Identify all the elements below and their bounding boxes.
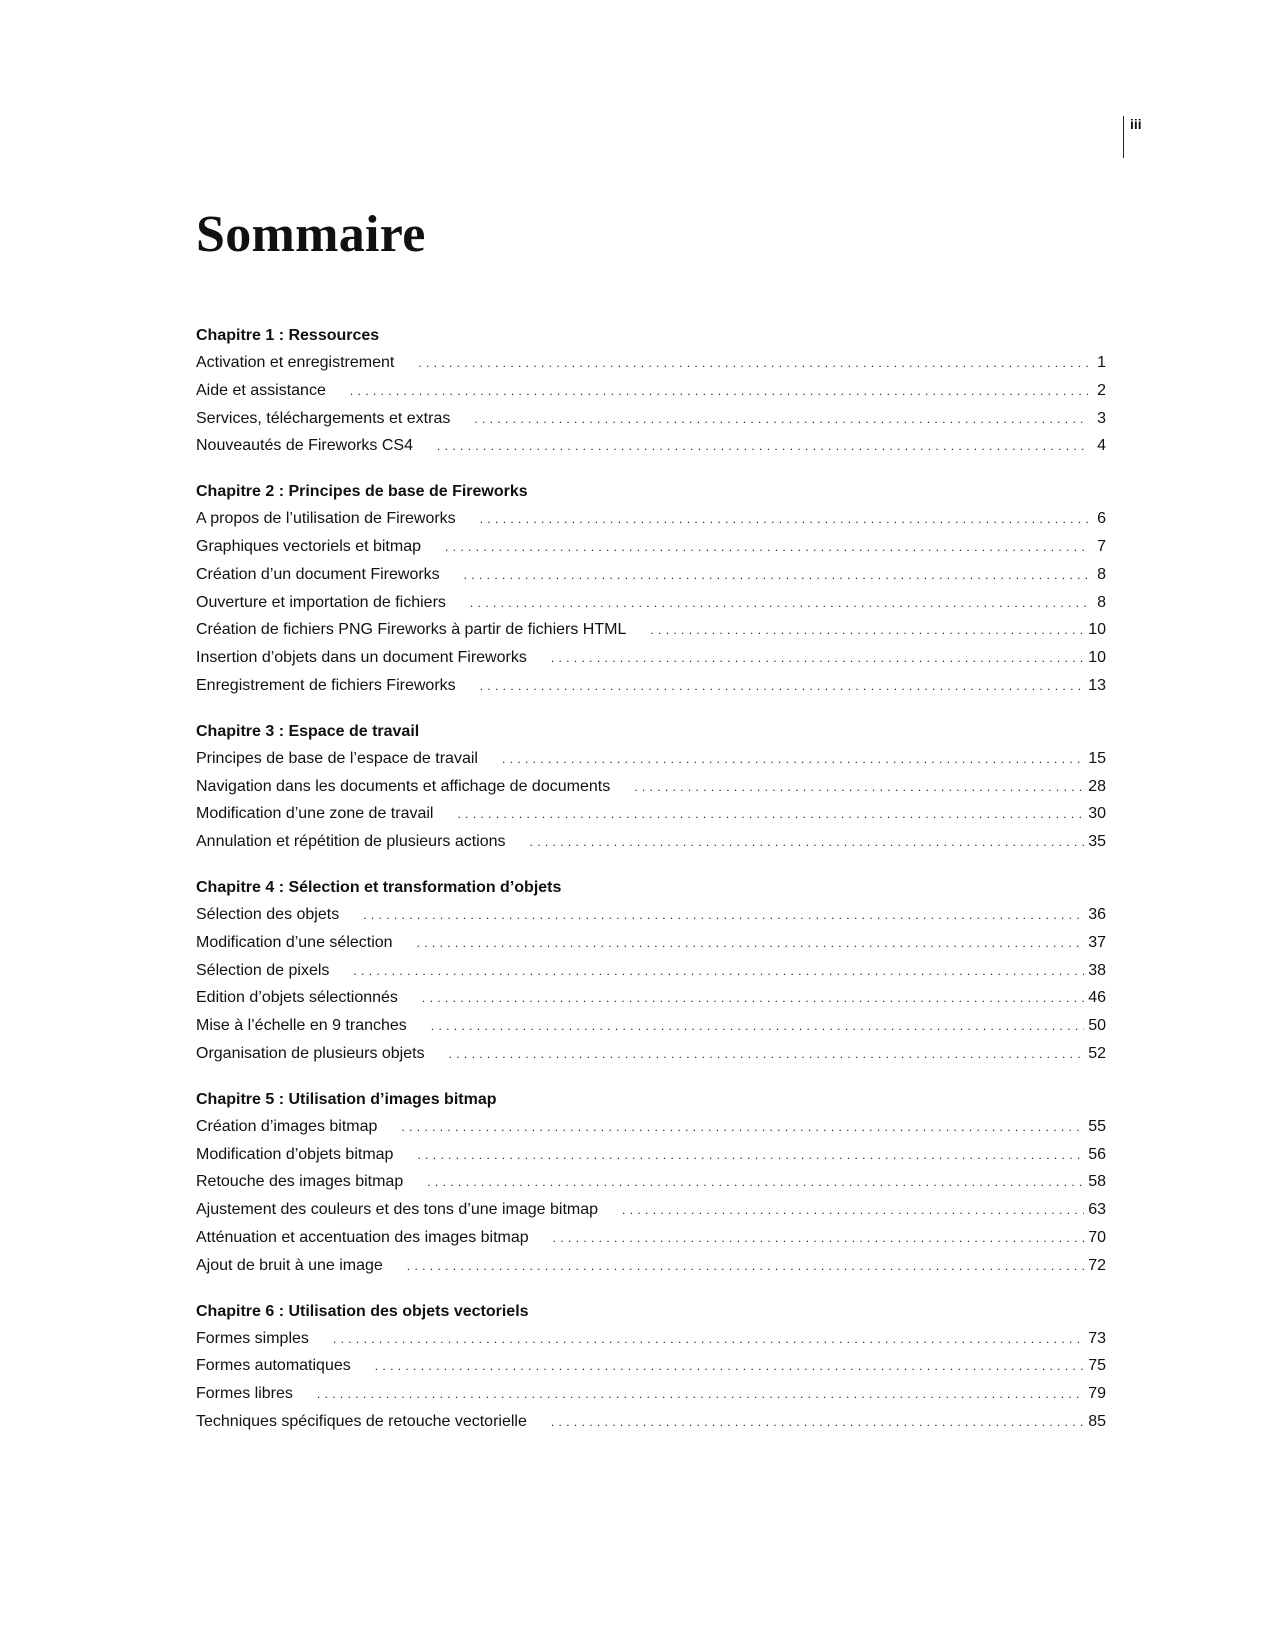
toc-entry-page-number: 38 bbox=[1088, 961, 1106, 979]
toc-entry-label: Graphiques vectoriels et bitmap bbox=[196, 537, 421, 555]
toc-entry-page-number: 15 bbox=[1088, 749, 1106, 767]
toc-entry-label: Principes de base de l’espace de travail bbox=[196, 749, 478, 767]
dot-leader bbox=[427, 1169, 1084, 1197]
dot-leader bbox=[407, 1253, 1084, 1281]
toc-entry[interactable] bbox=[196, 901, 1106, 929]
toc-entry[interactable] bbox=[196, 1196, 1106, 1224]
chapter-title-link[interactable]: Chapitre 1 : Ressources bbox=[196, 327, 380, 344]
dot-leader bbox=[401, 1114, 1084, 1142]
dot-leader bbox=[650, 617, 1084, 645]
toc-entry-label: Atténuation et accentuation des images bitmap bbox=[196, 1228, 529, 1246]
toc-entry[interactable] bbox=[196, 377, 1106, 405]
toc-entry-page-number: 7 bbox=[1097, 537, 1106, 555]
toc-entry-page-number: 73 bbox=[1088, 1329, 1106, 1347]
toc-entry[interactable] bbox=[196, 672, 1106, 700]
dot-leader bbox=[363, 902, 1084, 930]
toc-entry-label: Techniques spécifiques de retouche vectorielle bbox=[196, 1412, 527, 1430]
toc-entry-page-number: 1 bbox=[1097, 354, 1106, 371]
toc-entry-page-number: 52 bbox=[1088, 1044, 1106, 1062]
dot-leader bbox=[375, 1353, 1084, 1381]
dot-leader bbox=[418, 350, 1088, 378]
table-of-contents bbox=[196, 323, 1106, 1455]
toc-entry-page-number: 70 bbox=[1088, 1228, 1106, 1246]
toc-entry-label: Retouche des images bitmap bbox=[196, 1173, 404, 1191]
dot-leader bbox=[350, 378, 1088, 406]
toc-entry[interactable] bbox=[196, 432, 1106, 460]
toc-entry[interactable] bbox=[196, 773, 1106, 801]
toc-entry-label: Formes automatiques bbox=[196, 1357, 351, 1375]
toc-entry-page-number: 46 bbox=[1088, 989, 1106, 1007]
toc-entry-page-number: 58 bbox=[1088, 1173, 1106, 1191]
toc-entry-page-number: 8 bbox=[1097, 593, 1106, 611]
toc-entry[interactable] bbox=[196, 1252, 1106, 1280]
dot-leader bbox=[551, 645, 1084, 673]
toc-entry-label: Création d’un document Fireworks bbox=[196, 565, 440, 583]
chapter-section bbox=[196, 323, 1106, 460]
toc-entry-page-number: 50 bbox=[1088, 1017, 1106, 1035]
page-number: iii bbox=[1130, 116, 1142, 132]
toc-entry-label: Création d’images bitmap bbox=[196, 1117, 378, 1135]
toc-entry-label: Création de fichiers PNG Fireworks à partir de fichiers HTML bbox=[196, 621, 627, 639]
toc-entry-label: Modification d’une zone de travail bbox=[196, 805, 434, 823]
toc-entry-page-number: 8 bbox=[1097, 565, 1106, 583]
toc-entry[interactable] bbox=[196, 1141, 1106, 1169]
toc-entry[interactable] bbox=[196, 349, 1106, 377]
dot-leader bbox=[417, 1142, 1084, 1170]
chapter-title-link[interactable]: Chapitre 2 : Principes de base de Fireworks bbox=[196, 483, 528, 501]
toc-entry[interactable] bbox=[196, 1168, 1106, 1196]
toc-entry[interactable] bbox=[196, 561, 1106, 589]
toc-entry-page-number: 4 bbox=[1097, 437, 1106, 455]
chapter-title-link[interactable]: Chapitre 6 : Utilisation des objets vectoriels bbox=[196, 1302, 529, 1320]
toc-entry[interactable] bbox=[196, 929, 1106, 957]
dot-leader bbox=[551, 1409, 1084, 1437]
page-number-marker bbox=[1123, 116, 1142, 158]
chapter-section bbox=[196, 1087, 1106, 1280]
toc-entry-page-number: 2 bbox=[1097, 381, 1106, 399]
toc-entry-label: Ajout de bruit à une image bbox=[196, 1256, 383, 1274]
dot-leader bbox=[474, 406, 1088, 434]
dot-leader bbox=[480, 506, 1088, 534]
toc-entry[interactable] bbox=[196, 533, 1106, 561]
toc-entry-page-number: 36 bbox=[1088, 905, 1106, 923]
toc-entry-label: Insertion d’objets dans un document Fireworks bbox=[196, 649, 527, 667]
chapter-section bbox=[196, 875, 1106, 1068]
chapter-title-link[interactable]: Chapitre 3 : Espace de travail bbox=[196, 722, 420, 740]
toc-entry-label: Edition d’objets sélectionnés bbox=[196, 989, 398, 1007]
dot-leader bbox=[333, 1326, 1084, 1354]
toc-entry-label: Formes libres bbox=[196, 1385, 293, 1403]
toc-entry-page-number: 10 bbox=[1088, 621, 1106, 639]
dot-leader bbox=[470, 590, 1088, 618]
dot-leader bbox=[445, 534, 1088, 562]
chapter-section bbox=[196, 1299, 1106, 1436]
toc-entry-label: Modification d’objets bitmap bbox=[196, 1145, 394, 1163]
dot-leader bbox=[634, 774, 1084, 802]
toc-entry[interactable] bbox=[196, 800, 1106, 828]
dot-leader bbox=[422, 985, 1084, 1013]
toc-entry-page-number: 10 bbox=[1088, 649, 1106, 667]
toc-entry[interactable] bbox=[196, 957, 1106, 985]
toc-entry[interactable] bbox=[196, 984, 1106, 1012]
toc-entry-page-number: 63 bbox=[1088, 1201, 1106, 1219]
page-title: Sommaire bbox=[196, 206, 426, 263]
toc-entry-label: Sélection de pixels bbox=[196, 961, 330, 979]
dot-leader bbox=[417, 930, 1085, 958]
dot-leader bbox=[464, 562, 1088, 590]
toc-entry-label: Ouverture et importation de fichiers bbox=[196, 593, 446, 611]
toc-entry-page-number: 28 bbox=[1088, 777, 1106, 795]
toc-entry-label: Annulation et répétition de plusieurs actions bbox=[196, 833, 506, 851]
toc-entry-page-number: 13 bbox=[1088, 676, 1106, 694]
toc-entry[interactable] bbox=[196, 644, 1106, 672]
toc-entry[interactable] bbox=[196, 1408, 1106, 1436]
toc-entry[interactable] bbox=[196, 1012, 1106, 1040]
toc-entry-label: Organisation de plusieurs objets bbox=[196, 1044, 425, 1062]
toc-entry-label: Modification d’une sélection bbox=[196, 933, 393, 951]
toc-entry[interactable] bbox=[196, 589, 1106, 617]
toc-entry-page-number: 30 bbox=[1088, 805, 1106, 823]
dot-leader bbox=[553, 1225, 1085, 1253]
toc-entry-label: Nouveautés de Fireworks CS4 bbox=[196, 437, 413, 455]
toc-entry-page-number: 56 bbox=[1088, 1145, 1106, 1163]
toc-entry-page-number: 85 bbox=[1088, 1412, 1106, 1430]
toc-entry-label: Navigation dans les documents et affichage de documents bbox=[196, 777, 611, 795]
toc-entry[interactable] bbox=[196, 405, 1106, 433]
toc-entry[interactable] bbox=[196, 1325, 1106, 1353]
chapter-title-link[interactable]: Chapitre 5 : Utilisation d’images bitmap bbox=[196, 1090, 497, 1108]
toc-entry-page-number: 75 bbox=[1088, 1357, 1106, 1375]
toc-entry[interactable] bbox=[196, 1040, 1106, 1068]
toc-entry-label: Ajustement des couleurs et des tons d’une image bitmap bbox=[196, 1201, 599, 1219]
toc-entry[interactable] bbox=[196, 1113, 1106, 1141]
toc-entry-label: A propos de l’utilisation de Fireworks bbox=[196, 510, 456, 528]
toc-entry-page-number: 37 bbox=[1088, 933, 1106, 951]
toc-entry-page-number: 3 bbox=[1097, 409, 1106, 427]
toc-entry-page-number: 79 bbox=[1088, 1385, 1106, 1403]
dot-leader bbox=[502, 746, 1084, 774]
dot-leader bbox=[530, 829, 1085, 857]
toc-entry-label: Activation et enregistrement bbox=[196, 354, 395, 371]
toc-entry-label: Aide et assistance bbox=[196, 381, 326, 399]
dot-leader bbox=[480, 673, 1085, 701]
toc-entry[interactable] bbox=[196, 1224, 1106, 1252]
dot-leader bbox=[457, 801, 1084, 829]
toc-entry[interactable] bbox=[196, 828, 1106, 856]
toc-entry-label: Sélection des objets bbox=[196, 905, 340, 923]
toc-entry-page-number: 72 bbox=[1088, 1256, 1106, 1274]
toc-entry-label: Services, téléchargements et extras bbox=[196, 409, 451, 427]
toc-entry[interactable] bbox=[196, 745, 1106, 773]
toc-entry-page-number: 55 bbox=[1088, 1117, 1106, 1135]
toc-entry-page-number: 35 bbox=[1088, 833, 1106, 851]
dot-leader bbox=[431, 1013, 1084, 1041]
dot-leader bbox=[449, 1041, 1085, 1069]
toc-entry-label: Mise à l’échelle en 9 tranches bbox=[196, 1017, 407, 1035]
toc-entry[interactable] bbox=[196, 1352, 1106, 1380]
chapter-section bbox=[196, 479, 1106, 700]
chapter-title-link[interactable]: Chapitre 4 : Sélection et transformation d’objets bbox=[196, 878, 562, 896]
dot-leader bbox=[353, 958, 1084, 986]
dot-leader bbox=[317, 1381, 1084, 1409]
chapter-section bbox=[196, 719, 1106, 856]
toc-entry-label: Enregistrement de fichiers Fireworks bbox=[196, 676, 456, 694]
dot-leader bbox=[622, 1197, 1084, 1225]
toc-entry-page-number: 6 bbox=[1097, 510, 1106, 528]
toc-entry[interactable] bbox=[196, 1380, 1106, 1408]
toc-entry-label: Formes simples bbox=[196, 1329, 309, 1347]
toc-entry[interactable] bbox=[196, 505, 1106, 533]
toc-entry[interactable] bbox=[196, 616, 1106, 644]
dot-leader bbox=[437, 433, 1088, 461]
